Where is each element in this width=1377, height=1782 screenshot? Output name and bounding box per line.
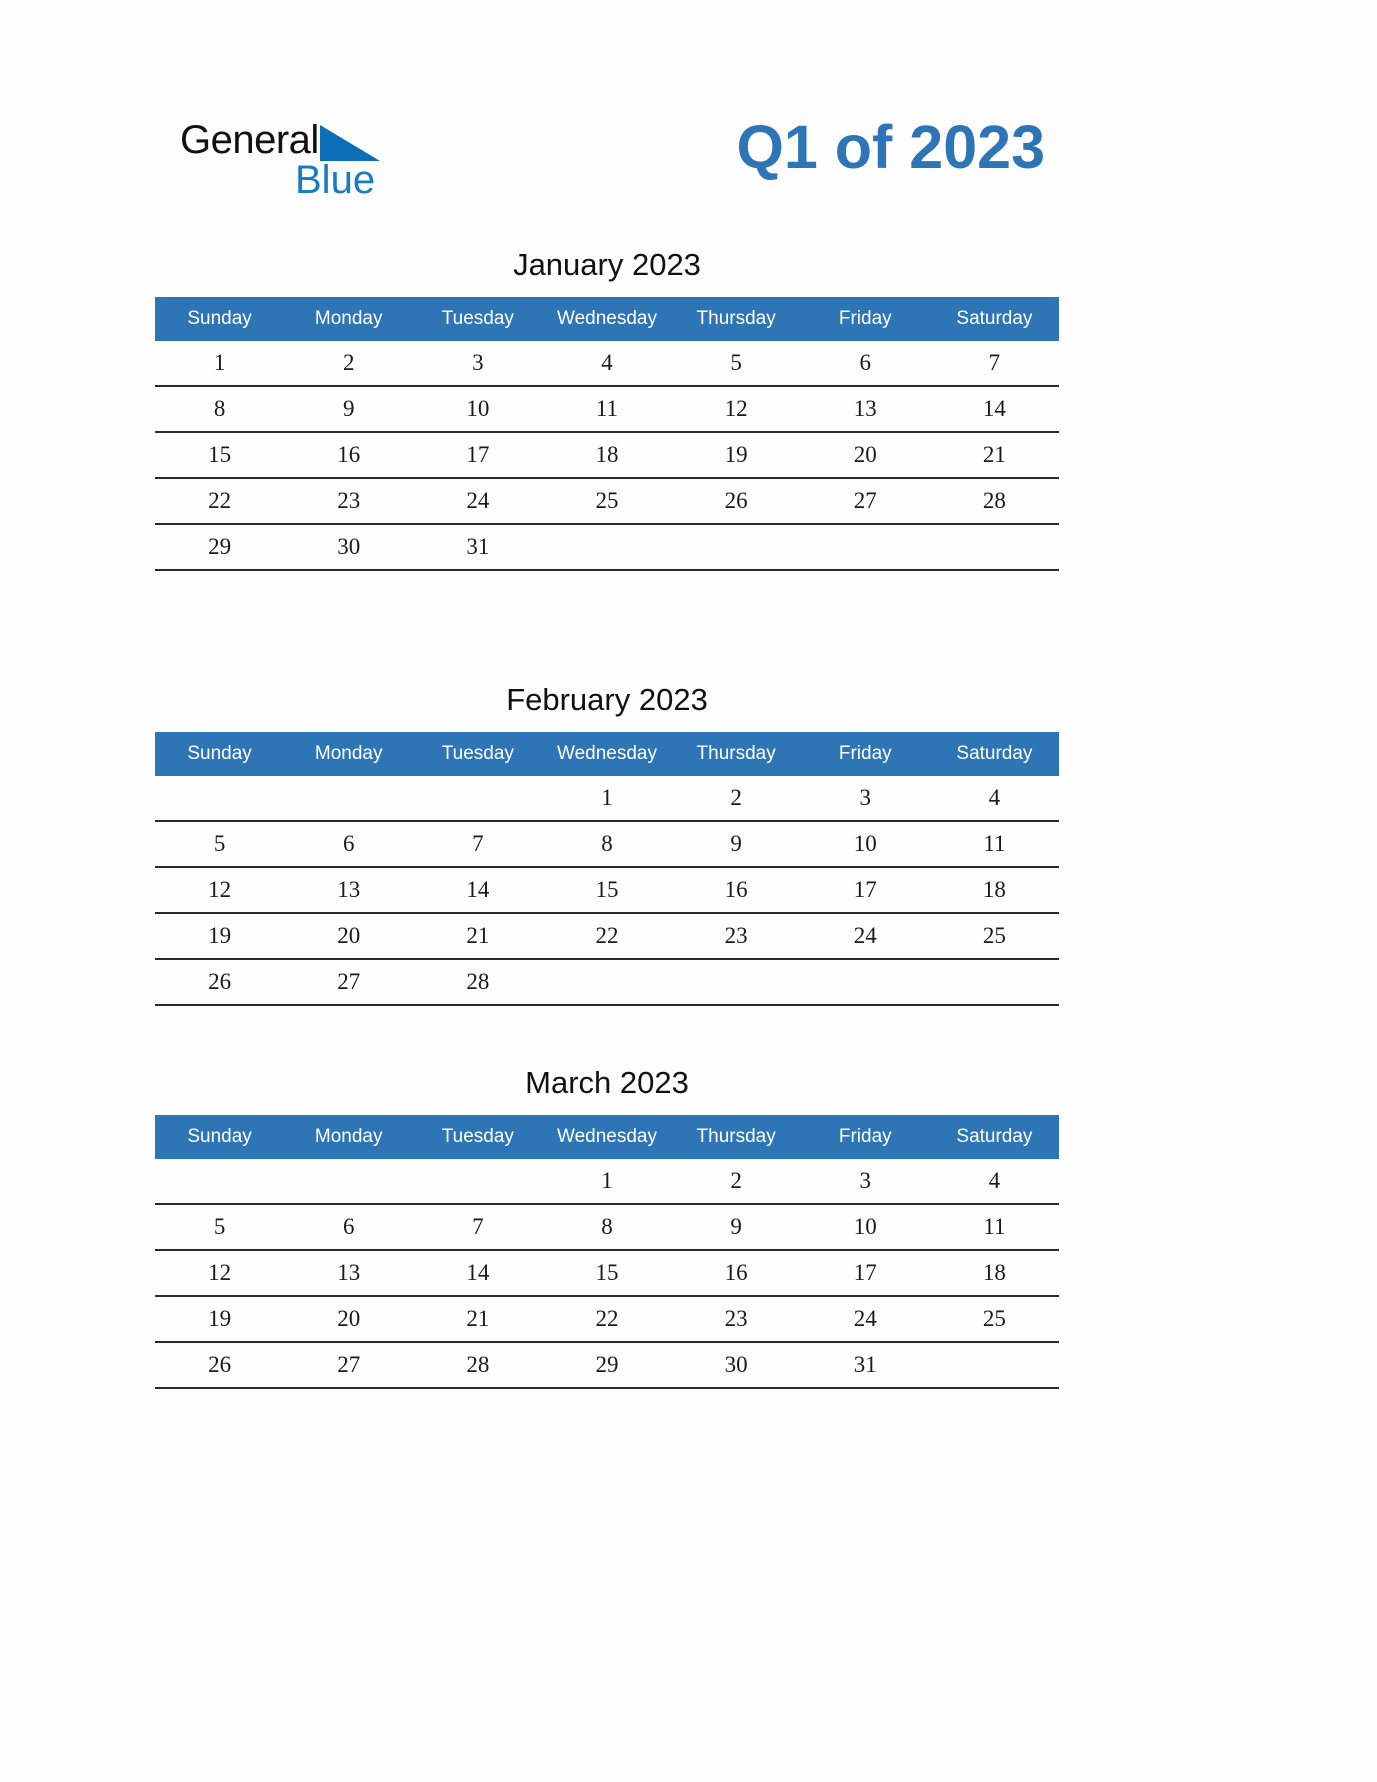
general-blue-logo — [180, 118, 410, 208]
day-cell-empty — [413, 776, 542, 821]
day-cell-empty — [284, 1159, 413, 1204]
week-row — [155, 1204, 1059, 1250]
day-cell[interactable]: 15 — [155, 432, 284, 478]
day-cell[interactable]: 13 — [284, 1250, 413, 1296]
day-cell-empty — [801, 524, 930, 570]
week-row — [155, 341, 1059, 386]
day-cell[interactable]: 1 — [155, 341, 284, 386]
day-cell[interactable]: 19 — [155, 1296, 284, 1342]
day-cell[interactable]: 3 — [801, 1159, 930, 1204]
day-cell[interactable]: 4 — [930, 776, 1059, 821]
day-cell[interactable]: 23 — [672, 913, 801, 959]
day-cell[interactable]: 31 — [413, 524, 542, 570]
day-cell[interactable]: 30 — [672, 1342, 801, 1388]
day-cell[interactable]: 7 — [930, 341, 1059, 386]
day-cell-empty — [542, 959, 671, 1005]
day-cell[interactable]: 3 — [801, 776, 930, 821]
page-header — [0, 0, 1377, 210]
day-cell[interactable]: 25 — [542, 478, 671, 524]
day-cell[interactable]: 24 — [413, 478, 542, 524]
week-row — [155, 432, 1059, 478]
logo-text-blue: Blue — [295, 158, 376, 202]
day-cell[interactable]: 28 — [413, 959, 542, 1005]
weekday-header-monday: Monday — [284, 1115, 413, 1159]
day-cell-empty — [930, 959, 1059, 1005]
week-row — [155, 478, 1059, 524]
weekday-header-sunday: Sunday — [155, 732, 284, 776]
day-cell[interactable]: 4 — [542, 341, 671, 386]
day-cell[interactable]: 11 — [930, 1204, 1059, 1250]
day-cell[interactable]: 14 — [413, 1250, 542, 1296]
calendar-table-january — [155, 297, 1059, 571]
day-cell[interactable]: 28 — [413, 1342, 542, 1388]
day-cell[interactable]: 18 — [542, 432, 671, 478]
weekday-header-sunday: Sunday — [155, 297, 284, 341]
day-cell-empty — [155, 1159, 284, 1204]
day-cell[interactable]: 29 — [542, 1342, 671, 1388]
day-cell[interactable]: 7 — [413, 821, 542, 867]
day-cell[interactable]: 24 — [801, 913, 930, 959]
day-cell-empty — [672, 524, 801, 570]
day-cell[interactable]: 16 — [672, 867, 801, 913]
day-cell[interactable]: 15 — [542, 867, 671, 913]
day-cell[interactable]: 7 — [413, 1204, 542, 1250]
week-row — [155, 867, 1059, 913]
day-cell[interactable]: 2 — [672, 1159, 801, 1204]
day-cell[interactable]: 27 — [284, 959, 413, 1005]
weekday-header-row — [155, 297, 1059, 341]
day-cell-empty — [155, 776, 284, 821]
day-cell[interactable]: 25 — [930, 1296, 1059, 1342]
day-cell-empty — [284, 776, 413, 821]
weekday-header-tuesday: Tuesday — [413, 732, 542, 776]
week-row — [155, 1159, 1059, 1204]
weekday-header-tuesday: Tuesday — [413, 1115, 542, 1159]
weekday-header-saturday: Saturday — [930, 1115, 1059, 1159]
triangle-icon — [320, 125, 380, 161]
day-cell[interactable]: 10 — [413, 386, 542, 432]
day-cell[interactable]: 20 — [284, 913, 413, 959]
day-cell-empty — [930, 1342, 1059, 1388]
calendar-body — [155, 341, 1059, 570]
day-cell[interactable]: 11 — [542, 386, 671, 432]
weekday-header-wednesday: Wednesday — [542, 297, 671, 341]
day-cell[interactable]: 17 — [801, 1250, 930, 1296]
day-cell[interactable]: 13 — [284, 867, 413, 913]
logo-text-general: General — [180, 118, 319, 162]
day-cell-empty — [672, 959, 801, 1005]
day-cell[interactable]: 12 — [672, 386, 801, 432]
day-cell[interactable]: 14 — [930, 386, 1059, 432]
calendar-table-february — [155, 732, 1059, 1006]
day-cell[interactable]: 19 — [155, 913, 284, 959]
day-cell[interactable]: 26 — [672, 478, 801, 524]
week-row — [155, 776, 1059, 821]
day-cell[interactable]: 24 — [801, 1296, 930, 1342]
weekday-header-friday: Friday — [801, 297, 930, 341]
day-cell[interactable]: 4 — [930, 1159, 1059, 1204]
day-cell[interactable]: 23 — [284, 478, 413, 524]
day-cell[interactable]: 26 — [155, 1342, 284, 1388]
month-block-march — [155, 1065, 1059, 1389]
day-cell[interactable]: 22 — [542, 1296, 671, 1342]
weekday-header-sunday: Sunday — [155, 1115, 284, 1159]
day-cell-empty — [930, 524, 1059, 570]
week-row — [155, 821, 1059, 867]
day-cell[interactable]: 27 — [284, 1342, 413, 1388]
day-cell[interactable]: 9 — [672, 1204, 801, 1250]
day-cell[interactable]: 23 — [672, 1296, 801, 1342]
day-cell-empty — [413, 1159, 542, 1204]
weekday-header-row — [155, 732, 1059, 776]
weekday-header-saturday: Saturday — [930, 297, 1059, 341]
day-cell[interactable]: 12 — [155, 867, 284, 913]
weekday-header-saturday: Saturday — [930, 732, 1059, 776]
day-cell[interactable]: 22 — [542, 913, 671, 959]
weekday-header-friday: Friday — [801, 732, 930, 776]
day-cell[interactable]: 16 — [672, 1250, 801, 1296]
day-cell[interactable]: 5 — [672, 341, 801, 386]
weekday-header-thursday: Thursday — [672, 1115, 801, 1159]
weekday-header-thursday: Thursday — [672, 297, 801, 341]
day-cell[interactable]: 17 — [413, 432, 542, 478]
day-cell[interactable]: 2 — [284, 341, 413, 386]
day-cell[interactable]: 3 — [413, 341, 542, 386]
weekday-header-thursday: Thursday — [672, 732, 801, 776]
day-cell[interactable]: 17 — [801, 867, 930, 913]
page-title: Q1 of 2023 — [736, 113, 1045, 181]
day-cell[interactable]: 21 — [413, 1296, 542, 1342]
calendar-body — [155, 776, 1059, 1005]
day-cell[interactable]: 18 — [930, 867, 1059, 913]
weekday-header-wednesday: Wednesday — [542, 732, 671, 776]
day-cell[interactable]: 2 — [672, 776, 801, 821]
weekday-header-row — [155, 1115, 1059, 1159]
week-row — [155, 913, 1059, 959]
day-cell[interactable]: 19 — [672, 432, 801, 478]
day-cell[interactable]: 8 — [542, 1204, 671, 1250]
day-cell[interactable]: 9 — [672, 821, 801, 867]
weekday-header-monday: Monday — [284, 732, 413, 776]
weekday-header-tuesday: Tuesday — [413, 297, 542, 341]
day-cell[interactable]: 6 — [284, 821, 413, 867]
day-cell[interactable]: 29 — [155, 524, 284, 570]
calendar-body — [155, 1159, 1059, 1388]
day-cell[interactable]: 25 — [930, 913, 1059, 959]
day-cell[interactable]: 31 — [801, 1342, 930, 1388]
day-cell[interactable]: 8 — [542, 821, 671, 867]
day-cell[interactable]: 13 — [801, 386, 930, 432]
day-cell[interactable]: 21 — [413, 913, 542, 959]
day-cell[interactable]: 30 — [284, 524, 413, 570]
day-cell[interactable]: 12 — [155, 1250, 284, 1296]
day-cell[interactable]: 11 — [930, 821, 1059, 867]
day-cell[interactable]: 28 — [930, 478, 1059, 524]
week-row — [155, 1296, 1059, 1342]
day-cell[interactable]: 27 — [801, 478, 930, 524]
day-cell-empty — [801, 959, 930, 1005]
week-row — [155, 1250, 1059, 1296]
day-cell-empty — [542, 524, 671, 570]
weekday-header-wednesday: Wednesday — [542, 1115, 671, 1159]
day-cell[interactable]: 9 — [284, 386, 413, 432]
day-cell[interactable]: 1 — [542, 1159, 671, 1204]
weekday-header-monday: Monday — [284, 297, 413, 341]
day-cell[interactable]: 22 — [155, 478, 284, 524]
weekday-header-friday: Friday — [801, 1115, 930, 1159]
day-cell[interactable]: 26 — [155, 959, 284, 1005]
day-cell[interactable]: 20 — [284, 1296, 413, 1342]
month-title: February 2023 — [506, 682, 708, 717]
month-block-february — [155, 682, 1059, 1006]
month-title: January 2023 — [513, 247, 701, 282]
day-cell[interactable]: 8 — [155, 386, 284, 432]
day-cell[interactable]: 15 — [542, 1250, 671, 1296]
month-title: March 2023 — [525, 1065, 689, 1100]
day-cell[interactable]: 6 — [801, 341, 930, 386]
day-cell[interactable]: 16 — [284, 432, 413, 478]
week-row — [155, 959, 1059, 1005]
day-cell[interactable]: 14 — [413, 867, 542, 913]
week-row — [155, 386, 1059, 432]
day-cell[interactable]: 5 — [155, 1204, 284, 1250]
month-block-january — [155, 247, 1059, 571]
day-cell[interactable]: 20 — [801, 432, 930, 478]
day-cell[interactable]: 10 — [801, 1204, 930, 1250]
day-cell[interactable]: 18 — [930, 1250, 1059, 1296]
day-cell[interactable]: 6 — [284, 1204, 413, 1250]
week-row — [155, 524, 1059, 570]
week-row — [155, 1342, 1059, 1388]
day-cell[interactable]: 5 — [155, 821, 284, 867]
day-cell[interactable]: 10 — [801, 821, 930, 867]
calendar-table-march — [155, 1115, 1059, 1389]
day-cell[interactable]: 1 — [542, 776, 671, 821]
day-cell[interactable]: 21 — [930, 432, 1059, 478]
